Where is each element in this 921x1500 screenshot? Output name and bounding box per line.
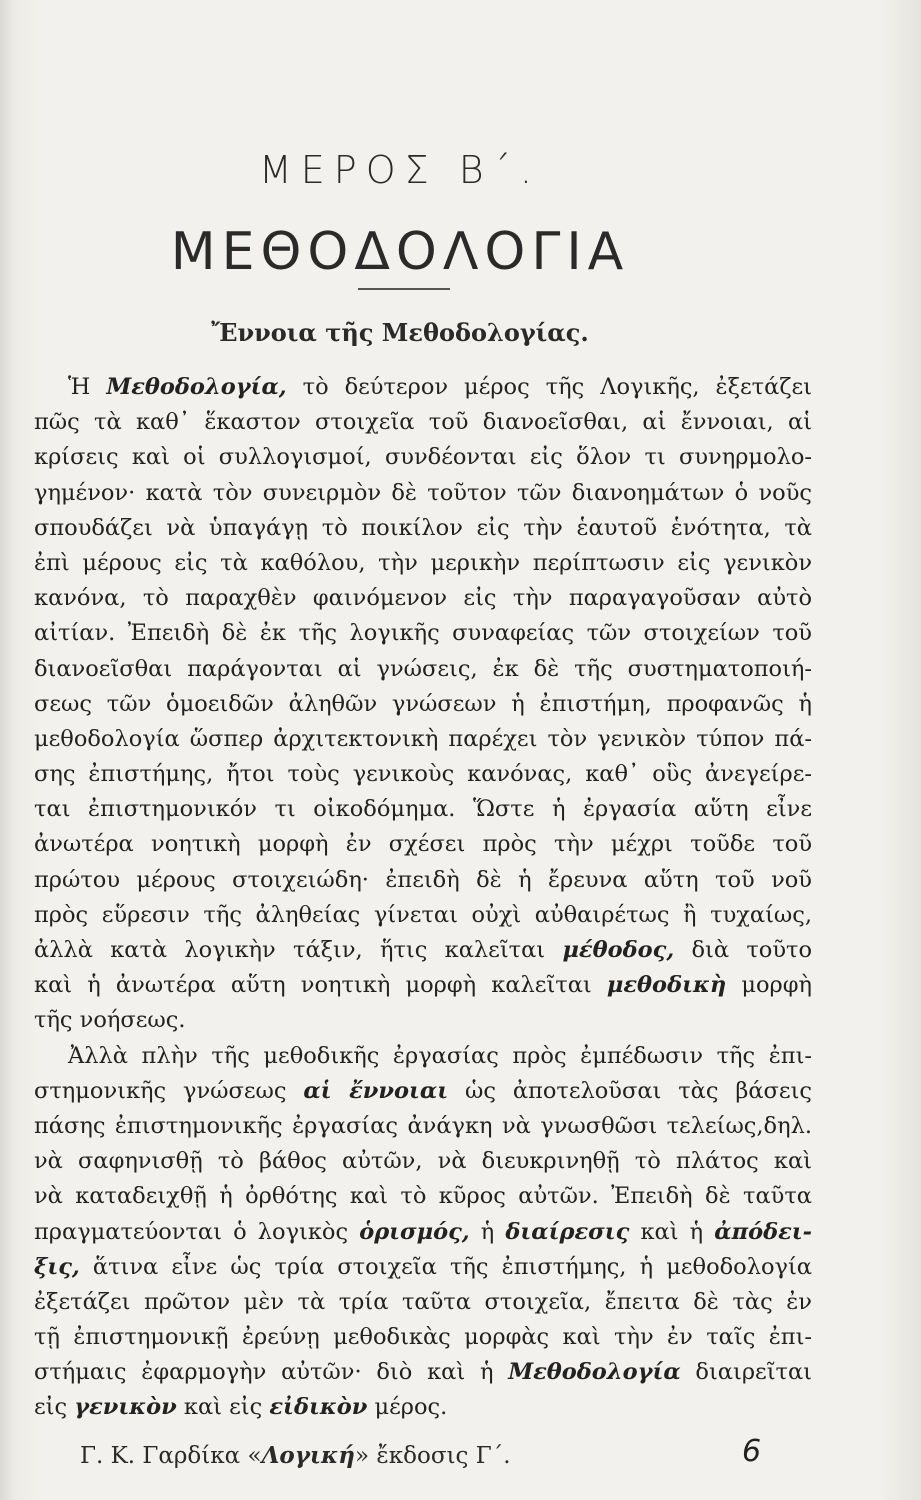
text-line: ται ἐπιστημονικόν τι οἰκοδόμημα. Ὥστε ἡ ἐργασία αὕτη εἶνε [34, 796, 812, 823]
page-title: ΜΕΘΟΔΟΛΟΓΙΑ [170, 222, 630, 282]
text-line: στήμαις ἐφαρμογὴν αὐτῶν· διὸ καὶ ἡ Μεθοδολογία διαιρεῖται [34, 1359, 812, 1386]
text-line: πραγματεύονται ὁ λογικὸς ὁρισμός, ἡ διαίρεσις καὶ ἡ ἀπόδει- [34, 1218, 812, 1245]
text-line: πρὸς εὕρεσιν τῆς ἀληθείας γίνεται οὐχὶ αὐθαιρέτως ἢ τυχαίως, [34, 901, 812, 928]
text-line: τῇ ἐπιστημονικῇ ἐρεύνῃ μεθοδικὰς μορφὰς καὶ τὴν ἐν ταῖς ἐπι- [34, 1324, 812, 1351]
text-line: στημονικῆς γνώσεως αἱ ἔννοιαι ὡς ἀποτελοῦσαι τὰς βάσεις [34, 1077, 812, 1104]
text-line: πῶς τὰ καθ᾽ ἕκαστον στοιχεῖα τοῦ διανοεῖσθαι, αἱ ἔννοιαι, αἱ [34, 409, 812, 436]
title-divider [358, 288, 450, 290]
text-line: τῆς νοήσεως. [34, 1007, 186, 1034]
text-line: αἰτίαν. Ἐπειδὴ δὲ ἐκ τῆς λογικῆς συναφείας τῶν στοιχείων τοῦ [34, 620, 812, 647]
text-line: Ἀλλὰ πλὴν τῆς μεθοδικῆς ἐργασίας πρὸς ἐμπέδωσιν τῆς ἐπι- [68, 1042, 812, 1069]
body-text [34, 370, 812, 1426]
text-line: κανόνα, τὸ παραχθὲν φαινόμενον εἰς τὴν παραγαγοῦσαν αὐτὸ [34, 585, 812, 612]
section-heading: Ἔννοια τῆς Μεθοδολογίας. [211, 318, 589, 347]
text-line: ἐξετάζει πρῶτον μὲν τὰ τρία ταῦτα στοιχεῖα, ἔπειτα δὲ τὰς ἐν [34, 1288, 812, 1315]
text-line: εἰς γενικὸν καὶ εἰς εἰδικὸν μέρος. [34, 1394, 448, 1421]
text-line: διανοεῖσθαι παράγονται αἱ γνώσεις, ἐκ δὲ τῆς συστηματοποιή- [34, 655, 812, 682]
text-line: Ἡ Μεθοδολογία, τὸ δεύτερον μέρος τῆς Λογικῆς, ἐξετάζει [68, 374, 812, 400]
text-line: νὰ σαφηνισθῇ τὸ βάθος αὐτῶν, νὰ διευκρινηθῇ τὸ πλάτος καὶ [34, 1148, 812, 1175]
text-line: ἐπὶ μέρους εἰς τὰ καθόλου, τὴν μερικὴν περίπτωσιν εἰς γενικὸν [34, 549, 812, 576]
text-line: πρώτου μέρους στοιχειώδη· ἐπειδὴ δὲ ἡ ἔρευνα αὕτη τοῦ νοῦ [34, 866, 812, 893]
text-line: ἀνωτέρα νοητικὴ μορφὴ ἐν σχέσει πρὸς τὴν μέχρι τοῦδε τοῦ [34, 831, 812, 858]
text-line: σης ἐπιστήμης, ἤτοι τοὺς γενικοὺς κανόνας, καθ᾽ οὓς ἀνεγείρε- [34, 761, 812, 788]
text-line: μεθοδολογία ὥσπερ ἀρχιτεκτονικὴ παρέχει τὸν γενικὸν τύπον πά- [34, 725, 812, 752]
text-line: καὶ ἡ ἀνωτέρα αὕτη νοητικὴ μορφὴ καλεῖται μεθοδικὴ μορφὴ [34, 972, 812, 999]
text-line: σπουδάζει νὰ ὑπαγάγῃ τὸ ποικίλον εἰς τὴν ἑαυτοῦ ἑνότητα, τὰ [34, 514, 812, 541]
text-line: γημένον· κατὰ τὸν συνειρμὸν δὲ τοῦτον τῶν διανοημάτων ὁ νοῦς [34, 479, 812, 506]
footer-citation: Γ. Κ. Γαρδίκα «Λογική» ἔκδοσις Γ΄. [80, 1442, 511, 1469]
text-line: πάσης ἐπιστημονικῆς ἐργασίας ἀνάγκη νὰ γνωσθῶσι τελείως,δηλ. [34, 1112, 812, 1139]
text-line: ἀλλὰ κατὰ λογικὴν τάξιν, ἥτις καλεῖται μέθοδος, διὰ τοῦτο [34, 937, 812, 963]
text-line: νὰ καταδειχθῇ ἡ ὀρθότης καὶ τὸ κῦρος αὐτῶν. Ἐπειδὴ δὲ ταῦτα [34, 1183, 812, 1210]
page-number: 6 [742, 1434, 762, 1469]
text-line: ξις, ἅτινα εἶνε ὡς τρία στοιχεῖα τῆς ἐπιστήμης, ἡ μεθοδολογία [34, 1253, 812, 1280]
text-line: κρίσεις καὶ οἱ συλλογισμοί, συνδέονται εἰς ὅλον τι συνηρμολο- [34, 444, 812, 471]
text-line: σεως τῶν ὁμοειδῶν ἀληθῶν γνώσεων ἡ ἐπιστήμη, προφανῶς ἡ [34, 690, 812, 717]
part-heading: ΜΕΡΟΣ Β΄. [258, 148, 542, 192]
